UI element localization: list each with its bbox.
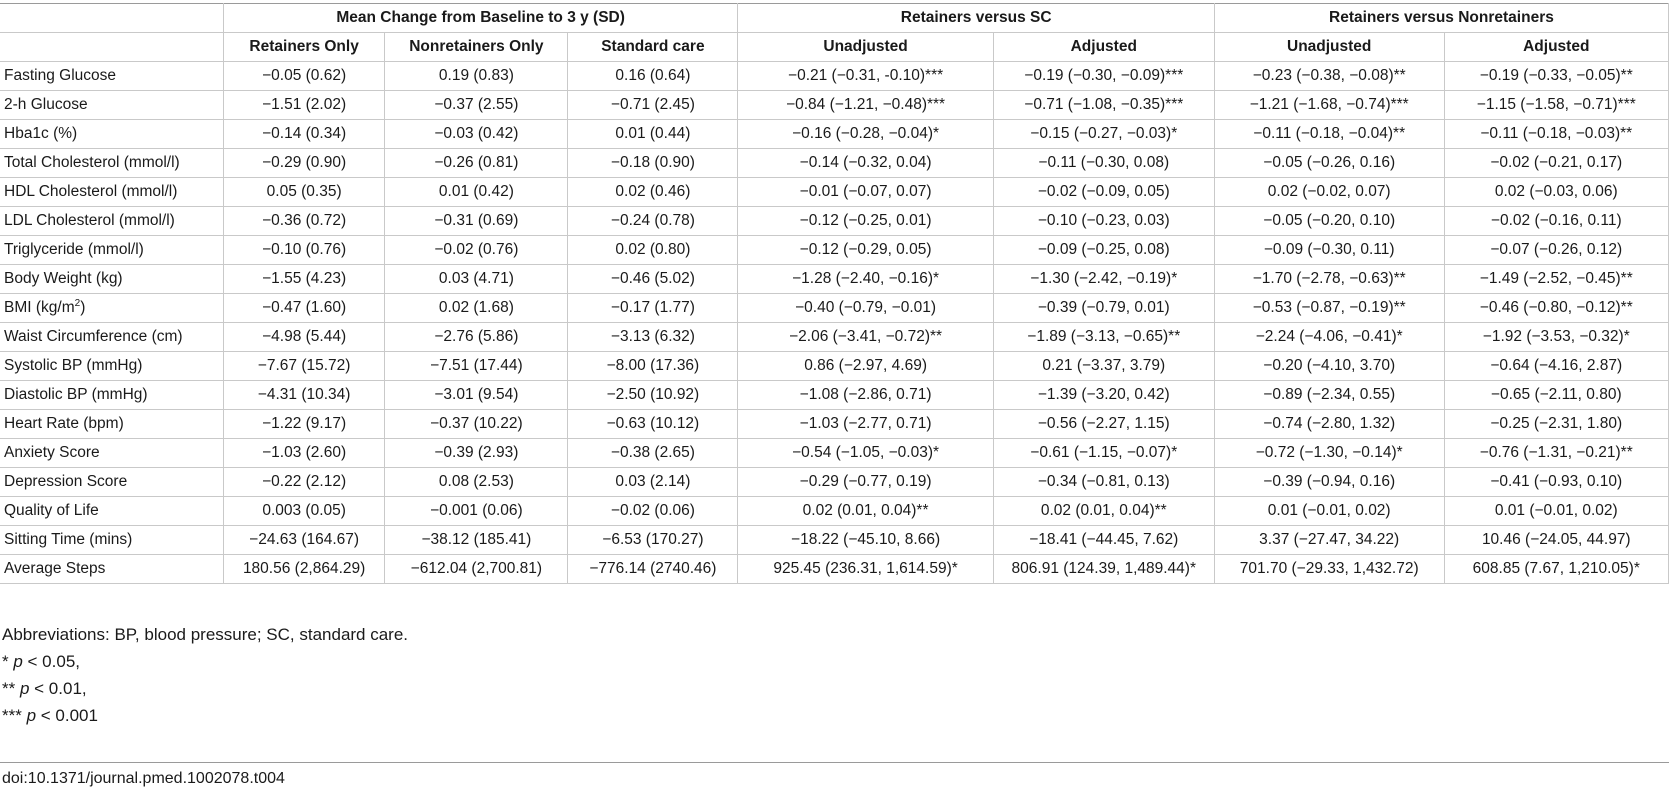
col-header-standard-care: Standard care	[568, 33, 738, 62]
table-cell: −0.36 (0.72)	[223, 207, 385, 236]
table-cell: −1.49 (−2.52, −0.45)**	[1444, 265, 1668, 294]
table-cell: −0.84 (−1.21, −0.48)***	[738, 91, 993, 120]
table-cell: −1.89 (−3.13, −0.65)**	[993, 323, 1214, 352]
table-cell: −0.21 (−0.31, -0.10)***	[738, 62, 993, 91]
row-label: 2-h Glucose	[0, 91, 223, 120]
table-cell: −18.22 (−45.10, 8.66)	[738, 526, 993, 555]
table-cell: 806.91 (124.39, 1,489.44)*	[993, 555, 1214, 584]
table-cell: −0.39 (−0.79, 0.01)	[993, 294, 1214, 323]
table-cell: −1.21 (−1.68, −0.74)***	[1214, 91, 1444, 120]
row-label: Systolic BP (mmHg)	[0, 352, 223, 381]
table-cell: −7.51 (17.44)	[385, 352, 568, 381]
table-cell: −0.11 (−0.18, −0.03)**	[1444, 120, 1668, 149]
significance-note-p001: *** p < 0.001	[2, 706, 98, 725]
table-cell: −0.001 (0.06)	[385, 497, 568, 526]
table-row	[0, 555, 1669, 584]
table-cell: 925.45 (236.31, 1,614.59)*	[738, 555, 993, 584]
col-header-sc-unadjusted: Unadjusted	[738, 33, 993, 62]
table-row	[0, 323, 1669, 352]
table-cell: −18.41 (−44.45, 7.62)	[993, 526, 1214, 555]
table-cell: −0.11 (−0.30, 0.08)	[993, 149, 1214, 178]
table-cell: −0.16 (−0.28, −0.04)*	[738, 120, 993, 149]
table-cell: −776.14 (2740.46)	[568, 555, 738, 584]
row-label: Triglyceride (mmol/l)	[0, 236, 223, 265]
table-row	[0, 439, 1669, 468]
table-cell: −0.37 (2.55)	[385, 91, 568, 120]
significance-note-p05: * p < 0.05,	[2, 652, 80, 671]
table-cell: 10.46 (−24.05, 44.97)	[1444, 526, 1668, 555]
row-label: Depression Score	[0, 468, 223, 497]
table-cell: −0.14 (−0.32, 0.04)	[738, 149, 993, 178]
col-header-nonretainers-only: Nonretainers Only	[385, 33, 568, 62]
row-label: Heart Rate (bpm)	[0, 410, 223, 439]
table-cell: −0.61 (−1.15, −0.07)*	[993, 439, 1214, 468]
table-cell: −0.56 (−2.27, 1.15)	[993, 410, 1214, 439]
table-cell: −0.41 (−0.93, 0.10)	[1444, 468, 1668, 497]
table-cell: 0.16 (0.64)	[568, 62, 738, 91]
table-cell: −0.63 (10.12)	[568, 410, 738, 439]
table-row	[0, 294, 1669, 323]
row-label: Fasting Glucose	[0, 62, 223, 91]
table-cell: −0.12 (−0.25, 0.01)	[738, 207, 993, 236]
table-cell: 0.02 (0.46)	[568, 178, 738, 207]
table-cell: −0.17 (1.77)	[568, 294, 738, 323]
col-header-nr-unadjusted: Unadjusted	[1214, 33, 1444, 62]
row-label: Waist Circumference (cm)	[0, 323, 223, 352]
results-table	[0, 3, 1669, 584]
table-cell: 180.56 (2,864.29)	[223, 555, 385, 584]
table-cell: −0.38 (2.65)	[568, 439, 738, 468]
table-cell: 0.01 (0.42)	[385, 178, 568, 207]
table-cell: 0.01 (−0.01, 0.02)	[1214, 497, 1444, 526]
table-cell: −0.05 (−0.26, 0.16)	[1214, 149, 1444, 178]
row-label: Hba1c (%)	[0, 120, 223, 149]
table-cell: −0.74 (−2.80, 1.32)	[1214, 410, 1444, 439]
table-cell: −3.01 (9.54)	[385, 381, 568, 410]
table-cell: −0.14 (0.34)	[223, 120, 385, 149]
table-cell: −0.03 (0.42)	[385, 120, 568, 149]
row-label: LDL Cholesterol (mmol/l)	[0, 207, 223, 236]
table-cell: −0.37 (10.22)	[385, 410, 568, 439]
abbreviations-note: Abbreviations: BP, blood pressure; SC, standard care.	[2, 625, 409, 644]
table-cell: −1.08 (−2.86, 0.71)	[738, 381, 993, 410]
table-row	[0, 236, 1669, 265]
table-cell: −1.70 (−2.78, −0.63)**	[1214, 265, 1444, 294]
table-cell: 0.86 (−2.97, 4.69)	[738, 352, 993, 381]
row-label: Sitting Time (mins)	[0, 526, 223, 555]
table-body	[0, 62, 1669, 584]
table-cell: 0.02 (0.01, 0.04)**	[993, 497, 1214, 526]
table-cell: 0.02 (1.68)	[385, 294, 568, 323]
table-cell: 0.003 (0.05)	[223, 497, 385, 526]
table-cell: −0.76 (−1.31, −0.21)**	[1444, 439, 1668, 468]
table-cell: −4.98 (5.44)	[223, 323, 385, 352]
table-cell: 0.05 (0.35)	[223, 178, 385, 207]
table-cell: −0.02 (0.06)	[568, 497, 738, 526]
table-cell: −0.09 (−0.25, 0.08)	[993, 236, 1214, 265]
table-cell: −38.12 (185.41)	[385, 526, 568, 555]
table-cell: −0.71 (2.45)	[568, 91, 738, 120]
row-label: Body Weight (kg)	[0, 265, 223, 294]
table-cell: −0.23 (−0.38, −0.08)**	[1214, 62, 1444, 91]
table-cell: −0.26 (0.81)	[385, 149, 568, 178]
table-cell: −0.71 (−1.08, −0.35)***	[993, 91, 1214, 120]
table-cell: −1.92 (−3.53, −0.32)*	[1444, 323, 1668, 352]
header-corner-2	[0, 33, 223, 62]
table-cell: −1.15 (−1.58, −0.71)***	[1444, 91, 1668, 120]
table-cell: −2.24 (−4.06, −0.41)*	[1214, 323, 1444, 352]
table-cell: −0.15 (−0.27, −0.03)*	[993, 120, 1214, 149]
table-cell: −0.12 (−0.29, 0.05)	[738, 236, 993, 265]
table-row	[0, 120, 1669, 149]
table-cell: −0.20 (−4.10, 3.70)	[1214, 352, 1444, 381]
table-cell: 0.08 (2.53)	[385, 468, 568, 497]
table-cell: −1.22 (9.17)	[223, 410, 385, 439]
table-cell: −1.51 (2.02)	[223, 91, 385, 120]
table-cell: −0.19 (−0.33, −0.05)**	[1444, 62, 1668, 91]
col-header-retainers-only: Retainers Only	[223, 33, 385, 62]
table-cell: −0.31 (0.69)	[385, 207, 568, 236]
header-corner	[0, 4, 223, 33]
table-cell: −0.53 (−0.87, −0.19)**	[1214, 294, 1444, 323]
table-cell: 0.03 (4.71)	[385, 265, 568, 294]
table-cell: −1.55 (4.23)	[223, 265, 385, 294]
header-group-row	[0, 4, 1669, 33]
table-cell: 0.02 (−0.02, 0.07)	[1214, 178, 1444, 207]
table-cell: −0.46 (−0.80, −0.12)**	[1444, 294, 1668, 323]
table-cell: 0.02 (0.01, 0.04)**	[738, 497, 993, 526]
table-cell: −0.89 (−2.34, 0.55)	[1214, 381, 1444, 410]
table-cell: −0.47 (1.60)	[223, 294, 385, 323]
table-cell: 701.70 (−29.33, 1,432.72)	[1214, 555, 1444, 584]
table-row	[0, 352, 1669, 381]
table-cell: −0.19 (−0.30, −0.09)***	[993, 62, 1214, 91]
row-label: Average Steps	[0, 555, 223, 584]
footer-rule	[0, 762, 1669, 763]
table-cell: 0.02 (−0.03, 0.06)	[1444, 178, 1668, 207]
row-label: BMI $(kg/m^2)$	[0, 294, 223, 323]
table-cell: −0.05 (−0.20, 0.10)	[1214, 207, 1444, 236]
table-cell: −0.05 (0.62)	[223, 62, 385, 91]
table-cell: 0.02 (0.80)	[568, 236, 738, 265]
table-cell: −0.34 (−0.81, 0.13)	[993, 468, 1214, 497]
table-footnotes	[2, 621, 408, 729]
table-cell: −1.39 (−3.20, 0.42)	[993, 381, 1214, 410]
row-label: Quality of Life	[0, 497, 223, 526]
table-cell: −0.65 (−2.11, 0.80)	[1444, 381, 1668, 410]
row-label: Anxiety Score	[0, 439, 223, 468]
table-cell: −0.72 (−1.30, −0.14)*	[1214, 439, 1444, 468]
table-cell: −0.02 (−0.21, 0.17)	[1444, 149, 1668, 178]
table-cell: −0.64 (−4.16, 2.87)	[1444, 352, 1668, 381]
table-cell: −1.30 (−2.42, −0.19)*	[993, 265, 1214, 294]
table-cell: −7.67 (15.72)	[223, 352, 385, 381]
table-cell: −0.46 (5.02)	[568, 265, 738, 294]
table-row	[0, 207, 1669, 236]
header-group-retainers-vs-nonretainers: Retainers versus Nonretainers	[1214, 4, 1668, 33]
table-cell: −0.22 (2.12)	[223, 468, 385, 497]
table-row	[0, 91, 1669, 120]
table-cell: −4.31 (10.34)	[223, 381, 385, 410]
table-cell: −0.10 (0.76)	[223, 236, 385, 265]
table-cell: 0.21 (−3.37, 3.79)	[993, 352, 1214, 381]
table-cell: −0.54 (−1.05, −0.03)*	[738, 439, 993, 468]
table-cell: −1.03 (−2.77, 0.71)	[738, 410, 993, 439]
table-row	[0, 381, 1669, 410]
doi-link[interactable]: doi:10.1371/journal.pmed.1002078.t004	[2, 770, 285, 787]
table-cell: −0.25 (−2.31, 1.80)	[1444, 410, 1668, 439]
table-cell: −1.28 (−2.40, −0.16)*	[738, 265, 993, 294]
header-column-row	[0, 33, 1669, 62]
table-cell: −0.09 (−0.30, 0.11)	[1214, 236, 1444, 265]
row-label: Total Cholesterol (mmol/l)	[0, 149, 223, 178]
table-cell: −0.11 (−0.18, −0.04)**	[1214, 120, 1444, 149]
table-cell: −8.00 (17.36)	[568, 352, 738, 381]
table-cell: −24.63 (164.67)	[223, 526, 385, 555]
table-row	[0, 410, 1669, 439]
table-cell: 0.19 (0.83)	[385, 62, 568, 91]
table-cell: 3.37 (−27.47, 34.22)	[1214, 526, 1444, 555]
table-cell: −0.02 (−0.16, 0.11)	[1444, 207, 1668, 236]
table-row	[0, 149, 1669, 178]
table-cell: −2.50 (10.92)	[568, 381, 738, 410]
table-row	[0, 497, 1669, 526]
table-row	[0, 178, 1669, 207]
table-row	[0, 265, 1669, 294]
table-cell: −3.13 (6.32)	[568, 323, 738, 352]
table-cell: −2.76 (5.86)	[385, 323, 568, 352]
table-cell: 608.85 (7.67, 1,210.05)*	[1444, 555, 1668, 584]
table-cell: −0.24 (0.78)	[568, 207, 738, 236]
table-cell: 0.01 (0.44)	[568, 120, 738, 149]
table-cell: −0.40 (−0.79, −0.01)	[738, 294, 993, 323]
table-cell: −2.06 (−3.41, −0.72)**	[738, 323, 993, 352]
col-header-nr-adjusted: Adjusted	[1444, 33, 1668, 62]
significance-note-p01: ** p < 0.01,	[2, 679, 87, 698]
table-cell: −0.01 (−0.07, 0.07)	[738, 178, 993, 207]
table-cell: −0.07 (−0.26, 0.12)	[1444, 236, 1668, 265]
col-header-sc-adjusted: Adjusted	[993, 33, 1214, 62]
row-label: HDL Cholesterol (mmol/l)	[0, 178, 223, 207]
header-group-mean-change: Mean Change from Baseline to 3 y (SD)	[223, 4, 738, 33]
table-cell: −0.29 (−0.77, 0.19)	[738, 468, 993, 497]
header-group-retainers-vs-sc: Retainers versus SC	[738, 4, 1214, 33]
table-row	[0, 526, 1669, 555]
table-cell: −6.53 (170.27)	[568, 526, 738, 555]
table-cell: −0.18 (0.90)	[568, 149, 738, 178]
table-cell: −0.29 (0.90)	[223, 149, 385, 178]
table-row	[0, 468, 1669, 497]
table-cell: −0.02 (0.76)	[385, 236, 568, 265]
table-cell: −0.02 (−0.09, 0.05)	[993, 178, 1214, 207]
table-cell: 0.01 (−0.01, 0.02)	[1444, 497, 1668, 526]
table-cell: −612.04 (2,700.81)	[385, 555, 568, 584]
table-cell: −0.39 (2.93)	[385, 439, 568, 468]
row-label: Diastolic BP (mmHg)	[0, 381, 223, 410]
table-row	[0, 62, 1669, 91]
table-cell: 0.03 (2.14)	[568, 468, 738, 497]
table-cell: −1.03 (2.60)	[223, 439, 385, 468]
table-cell: −0.39 (−0.94, 0.16)	[1214, 468, 1444, 497]
table-cell: −0.10 (−0.23, 0.03)	[993, 207, 1214, 236]
